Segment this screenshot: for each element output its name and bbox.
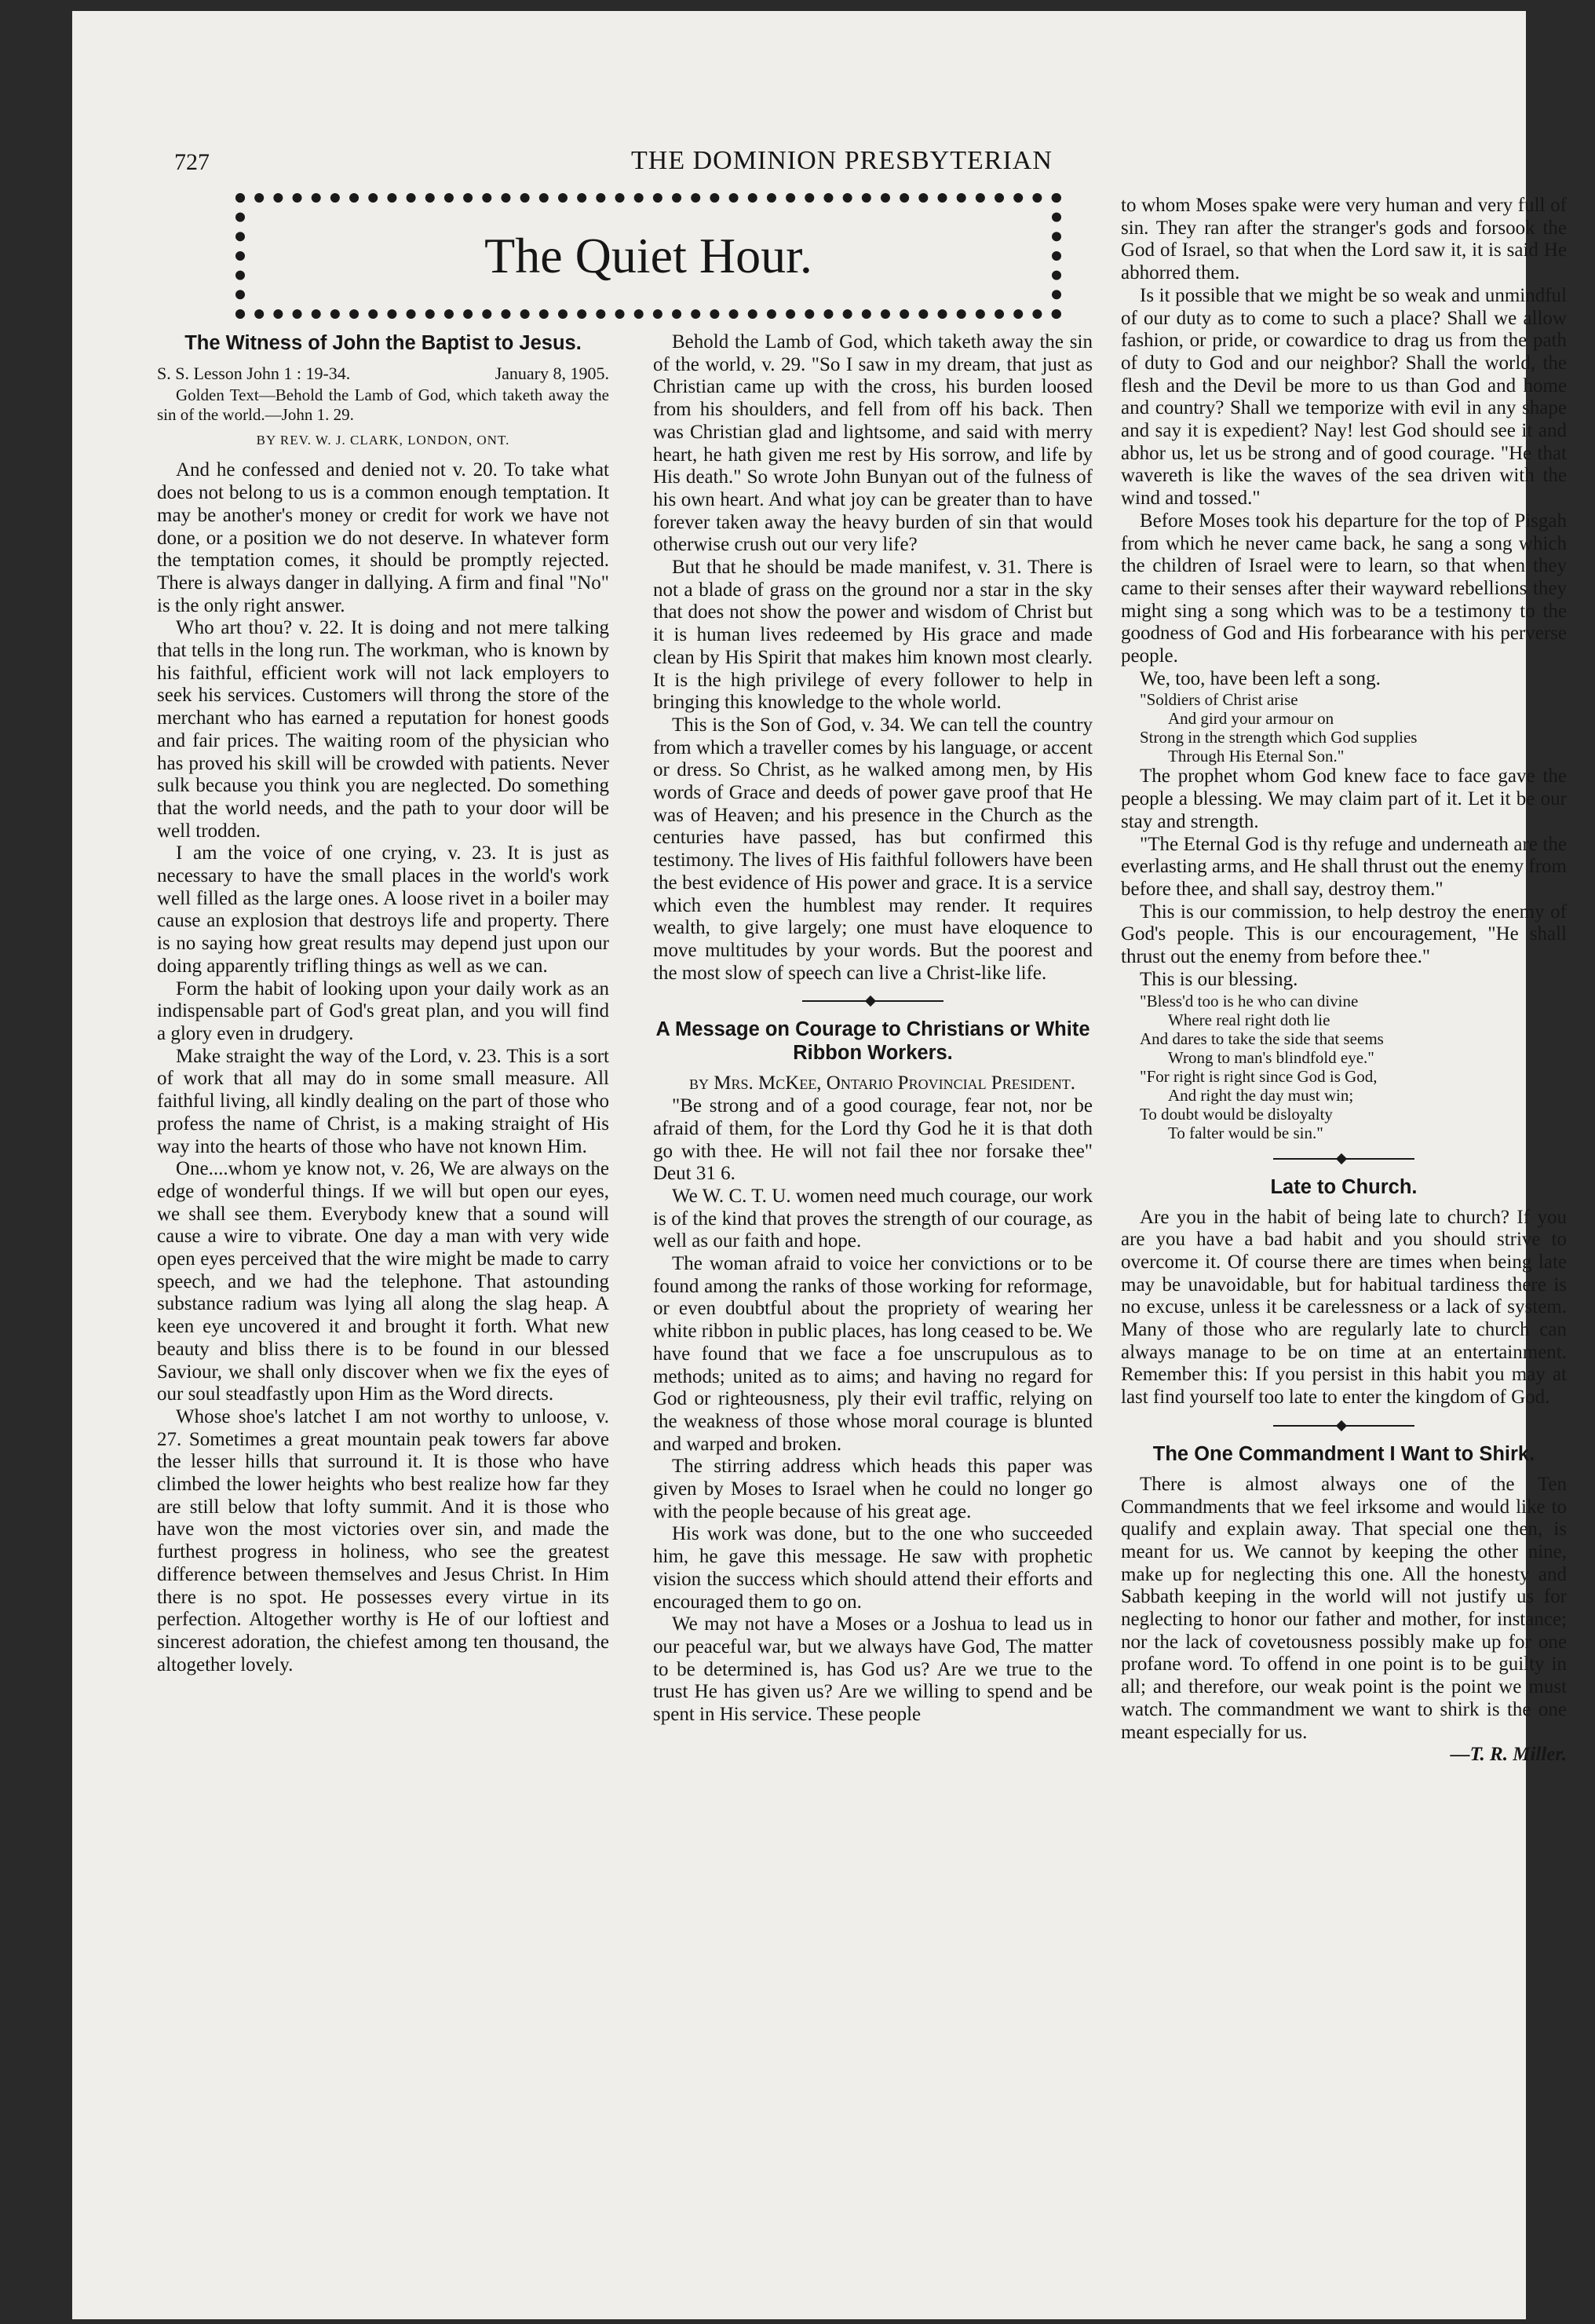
paragraph: Form the habit of looking upon your daily work as an indispensable part of God's great plan, and you will find a glory even in drudgery. — [157, 977, 609, 1044]
newspaper-page — [72, 11, 1567, 2319]
article-heading-late: Late to Church. — [1270, 1175, 1418, 1198]
paragraph: There is almost always one of the Ten Commandments that we feel irksome and would like to qualify and explain away. That special one then, is meant for us. We cannot by keeping the other nine, make up for neglecting this one. All the honesty and Sabbath keeping in the world will not justify us for neglecting to honor our father and mother, for instance; nor the lack of covetousness possibly make up for one profane word. To offend in one point is to be guilty in all; and therefore, our weak point is the point we must watch. The commandment we want to shirk is the one meant especially for us. — [1121, 1473, 1567, 1743]
column-2 — [653, 331, 1093, 1727]
paragraph: We, too, have been left a song. — [1140, 667, 1381, 689]
poem-line: "Soldiers of Christ arise — [1140, 690, 1298, 710]
section-title: The Quiet Hour. — [484, 228, 812, 283]
paragraph: Before Moses took his departure for the top of Pisgah from which he never came back, he sang a song which the children of Israel were to learn, so that when they came to their senses after their wayward rebellions they might sing a song which was to be a testimony to the goodness of God and His forbearance with his perverse people. — [1121, 510, 1567, 667]
paragraph: We may not have a Moses or a Joshua to lead us in our peaceful war, but we always have God, The matter to be determined is, has God us? Are we true to the trust He has given us? Are we willing to spend and be spent in His service. These people — [653, 1613, 1093, 1726]
poem-line: Through His Eternal Son." — [1168, 747, 1345, 766]
divider-rule — [1273, 1420, 1414, 1431]
divider-rule — [802, 996, 943, 1007]
paragraph: Whose shoe's latchet I am not worthy to unloose, v. 27. Sometimes a great mountain peak towers far above the lesser hills that surround it. It is those who have climbed the lower heights who best realize how far they are still below that lofty summit. And it is those who have won the most victories over sin, and made the furthest progress in holiness, who see the greatest difference between themselves and Jesus Christ. In Him there is no spot. He possesses every virtue in its perfection. Altogether worthy is He of our loftiest and sincerest adoration, the chiefest among ten thousand, the altogether lovely. — [157, 1405, 609, 1675]
lesson-date: January 8, 1905. — [495, 364, 609, 383]
article-heading-commandment: The One Commandment I Want to Shirk. — [1152, 1442, 1535, 1465]
poem-line: And dares to take the side that seems — [1140, 1029, 1384, 1048]
poem-soldiers — [1121, 690, 1567, 766]
paragraph: One....whom ye know not, v. 26, We are always on the edge of wonderful things. If we will but open our eyes, we shall see them. Everybody knew that a sound will cause a wire to vibrate. One day a man with very wide open eyes perceived that the wire might be made to carry speech, and we had the telephone. That astounding substance radium was lying all along the slag heap. A keen eye uncovered it and brought it forth. What new beauty and bliss there is to be found in our blessed Saviour, we shall only discover when we fix the eyes of our soul steadfastly upon Him as the Word directs. — [157, 1158, 609, 1405]
paragraph: We W. C. T. U. women need much courage, our work is of the kind that proves the strength of our courage, as well as our faith and hope. — [653, 1185, 1093, 1252]
paragraph: "The Eternal God is thy refuge and underneath are the everlasting arms, and He shall thrust out the enemy from before thee, and shall say, destroy them." — [1121, 833, 1567, 900]
paragraph: His work was done, but to the one who succeeded him, he gave this message. He saw with prophetic vision the success which should attend their efforts and encouraged them to go on. — [653, 1523, 1093, 1613]
poem-line: To falter would be sin." — [1168, 1123, 1323, 1142]
signature: —T. R. Miller. — [1450, 1744, 1567, 1766]
section-title-box — [235, 193, 1061, 319]
article-heading-courage: A Message on Courage to Christians or White Ribbon Workers. — [655, 1018, 1090, 1065]
paragraph: to whom Moses spake were very human and very full of sin. They ran after the stranger's gods and forsook the God of Israel, so that when the Lord saw it, it is said He abhorred them. — [1121, 195, 1567, 284]
paragraph: Make straight the way of the Lord, v. 23. This is a sort of work that all may do in some small measure. All faithful living, all kindly dealing on the part of those who profess the name of Christ, is a making straight of His way into the hearts of those who have not known Him. — [157, 1045, 609, 1157]
lesson-reference: S. S. Lesson John 1 : 19-34. — [157, 364, 351, 383]
poem-line: Where real right doth lie — [1168, 1010, 1330, 1029]
poem-blessing — [1121, 992, 1567, 1142]
paragraph: Behold the Lamb of God, which taketh away the sin of the world, v. 29. "So I saw in my dream, that just as Christian came up with the cross, his burden loosed from his shoulders, and fell from off his back. Then was Christian glad and lightsome, and said with merry heart, he hath given me rest by His sorrow, and life by His death." So wrote John Bunyan out of the fulness of his own heart. And what joy can be greater than to have forever taken away the heavy burden of sin that would otherwise crush out our very life? — [653, 331, 1093, 556]
lesson-line — [157, 363, 609, 386]
paragraph: "Be strong and of a good courage, fear not, nor be afraid of them, for the Lord thy God he it is that doth go with thee. He will not fail thee nor forsake thee" Deut 31 6. — [653, 1095, 1093, 1185]
page-number: 727 — [174, 149, 210, 175]
poem-line: "Bless'd too is he who can divine — [1140, 991, 1359, 1010]
golden-text: Golden Text—Behold the Lamb of God, which taketh away the sin of the world.—John 1. 29. — [157, 385, 609, 424]
paragraph: But that he should be made manifest, v. 31. There is not a blade of grass on the ground nor a star in the sky that does not show the power and wisdom of Christ but it is human lives redeemed by His grace and made clean by His Spirit that makes him known most clearly. It is the high privilege of every follower to help in bringing this knowledge to the whole world. — [653, 557, 1093, 714]
paragraph: The woman afraid to voice her convictions or to be found among the ranks of those working for reformage, or even doubtful about the propriety of wearing her white ribbon in public places, has long ceased to be. We have found that we face a foe unscrupulous as to methods; united as to aims; and having no regard for God or righteousness, ply their evil traffic, relying on the weakness of those whose moral courage is blunted and warped and broken. — [653, 1253, 1093, 1455]
running-title: THE DOMINION PRESBYTERIAN — [631, 146, 1053, 175]
paragraph: This is the Son of God, v. 34. We can tell the country from which a traveller comes by his language, or accent or dress. So Christ, as he walked among men, by His words of Grace and deeds of power gave proof that He was of Heaven; and his presence in the Church as the centuries have passed, has but confirmed this testimony. The lives of His faithful followers have been the best evidence of His power and grace. It is a service which even the humblest may render. It requires wealth, to give largely; one must have eloquence to move multitudes by your words. But the poorest and the most slow of speech can live a Christ-like life. — [653, 714, 1093, 984]
poem-line: And right the day must win; — [1168, 1085, 1354, 1105]
poem-line: "For right is right since God is God, — [1140, 1066, 1378, 1086]
column-1 — [157, 331, 609, 1676]
article-heading-witness: The Witness of John the Baptist to Jesus. — [184, 332, 582, 354]
paragraph: And he confessed and denied not v. 20. To take what does not belong to us is a common enough temptation. It may be another's money or credit for work we have not done, or a position we do not deserve. In whatever form the temptation comes, it should be promptly rejected. There is always danger in dallying. A firm and final "No" is the only right answer. — [157, 459, 609, 616]
paragraph: Is it possible that we might be so weak and unmindful of our duty as to come to such a place? Shall we allow fashion, or pride, or cowardice to drag us from the path of duty to God and our neighbor? Shall the world, the flesh and the Devil be more to us than God and home and country? Shall we temporize with evil in any shape and say it is expedient? Nay! lest God should see it and abhor us, let us be strong and of good courage. "He that wavereth is like the waves of the sea driven with the wind and tossed." — [1121, 284, 1567, 510]
byline-clark: BY REV. W. J. CLARK, LONDON, ONT. — [256, 432, 510, 448]
poem-line: And gird your armour on — [1168, 709, 1334, 729]
column-3 — [1121, 195, 1567, 1767]
paragraph: This is our blessing. — [1140, 968, 1298, 990]
paragraph: The prophet whom God knew face to face gave the people a blessing. We may claim part of it. Let it be our stay and strength. — [1121, 766, 1567, 832]
byline-mckee: by Mrs. McKee, Ontario Provincial President. — [689, 1072, 1075, 1094]
poem-line: To doubt would be disloyalty — [1140, 1104, 1333, 1124]
divider-rule — [1273, 1153, 1414, 1164]
poem-line: Wrong to man's blindfold eye." — [1168, 1047, 1374, 1067]
paragraph: Who art thou? v. 22. It is doing and not mere talking that tells in the long run. The workman, who is known by his faithful, efficient work will not lack employers to seek his services. Customers will throng the store of the merchant who has earned a reputation for honest goods and fair prices. The waiting room of the physician who has proved his skill will be crowded with patients. Never sulk because you think you are neglected. Do something that the world needs, and the path to your door will be well trodden. — [157, 617, 609, 842]
paragraph: The stirring address which heads this paper was given by Moses to Israel when he could no longer go with the people because of his great age. — [653, 1456, 1093, 1522]
paragraph: This is our commission, to help destroy the enemy of God's people. This is our encouragement, "He shall thrust out the enemy from before thee." — [1121, 901, 1567, 968]
paragraph: Are you in the habit of being late to church? If you are you have a bad habit and you should strive to overcome it. Of course there are times when being late may be unavoidable, but for habitual tardiness there is no excuse, unless it be carelessness or a lack of system. Many of those who are regularly late to church can always manage to be on time at an entertainment. Remember this: If you persist in this habit you may at last find yourself too late to enter the kingdom of God. — [1121, 1206, 1567, 1409]
poem-line: Strong in the strength which God supplies — [1140, 728, 1418, 747]
paragraph: I am the voice of one crying, v. 23. It is just as necessary to have the small places in the world's work well filled as the large ones. A loose rivet in a boiler may cause an explosion that destroys life and property. There is no saying how great results may depend just upon our doing apparently trifling things as well as we can. — [157, 842, 609, 977]
